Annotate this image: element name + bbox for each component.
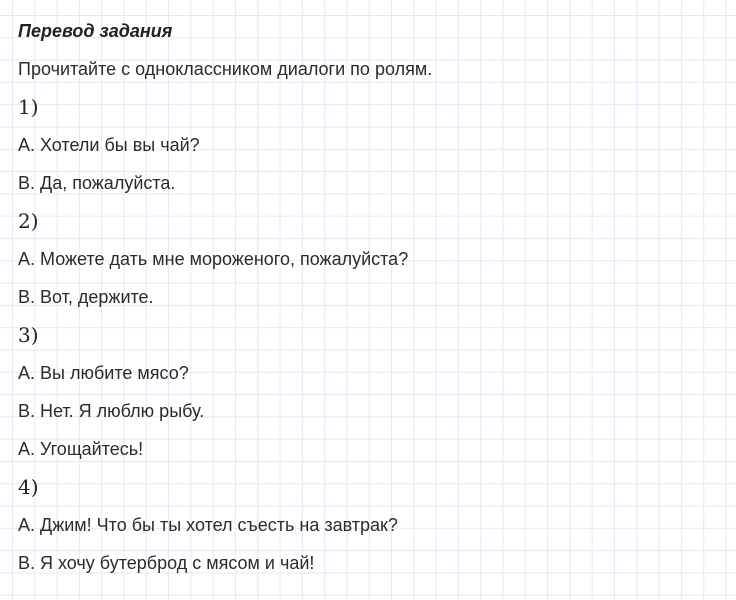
dialog-number: 4) [18, 475, 39, 499]
task-instruction: Прочитайте с одноклассником диалоги по ролям. [18, 59, 433, 79]
dialog-line: B. Да, пожалуйста. [18, 173, 176, 193]
dialog-number: 2) [18, 209, 39, 233]
dialog-line: A. Угощайтесь! [18, 439, 144, 459]
dialog-number: 1) [18, 95, 39, 119]
dialog-line: A. Хотели бы вы чай? [18, 135, 200, 155]
dialog-line: B. Нет. Я люблю рыбу. [18, 401, 205, 421]
dialog-line: B. Я хочу бутерброд с мясом и чай! [18, 553, 315, 573]
dialog-line: A. Джим! Что бы ты хотел съесть на завтрак? [18, 515, 398, 535]
dialog-group [18, 316, 726, 468]
dialog-number: 3) [18, 323, 39, 347]
task-title: Перевод задания [18, 21, 173, 41]
dialog-group [18, 88, 726, 202]
dialog-group [18, 468, 726, 582]
dialog-group [18, 202, 726, 316]
dialog-line: B. Вот, держите. [18, 287, 154, 307]
dialog-line: A. Вы любите мясо? [18, 363, 189, 383]
dialog-line: A. Можете дать мне мороженого, пожалуйста? [18, 249, 409, 269]
